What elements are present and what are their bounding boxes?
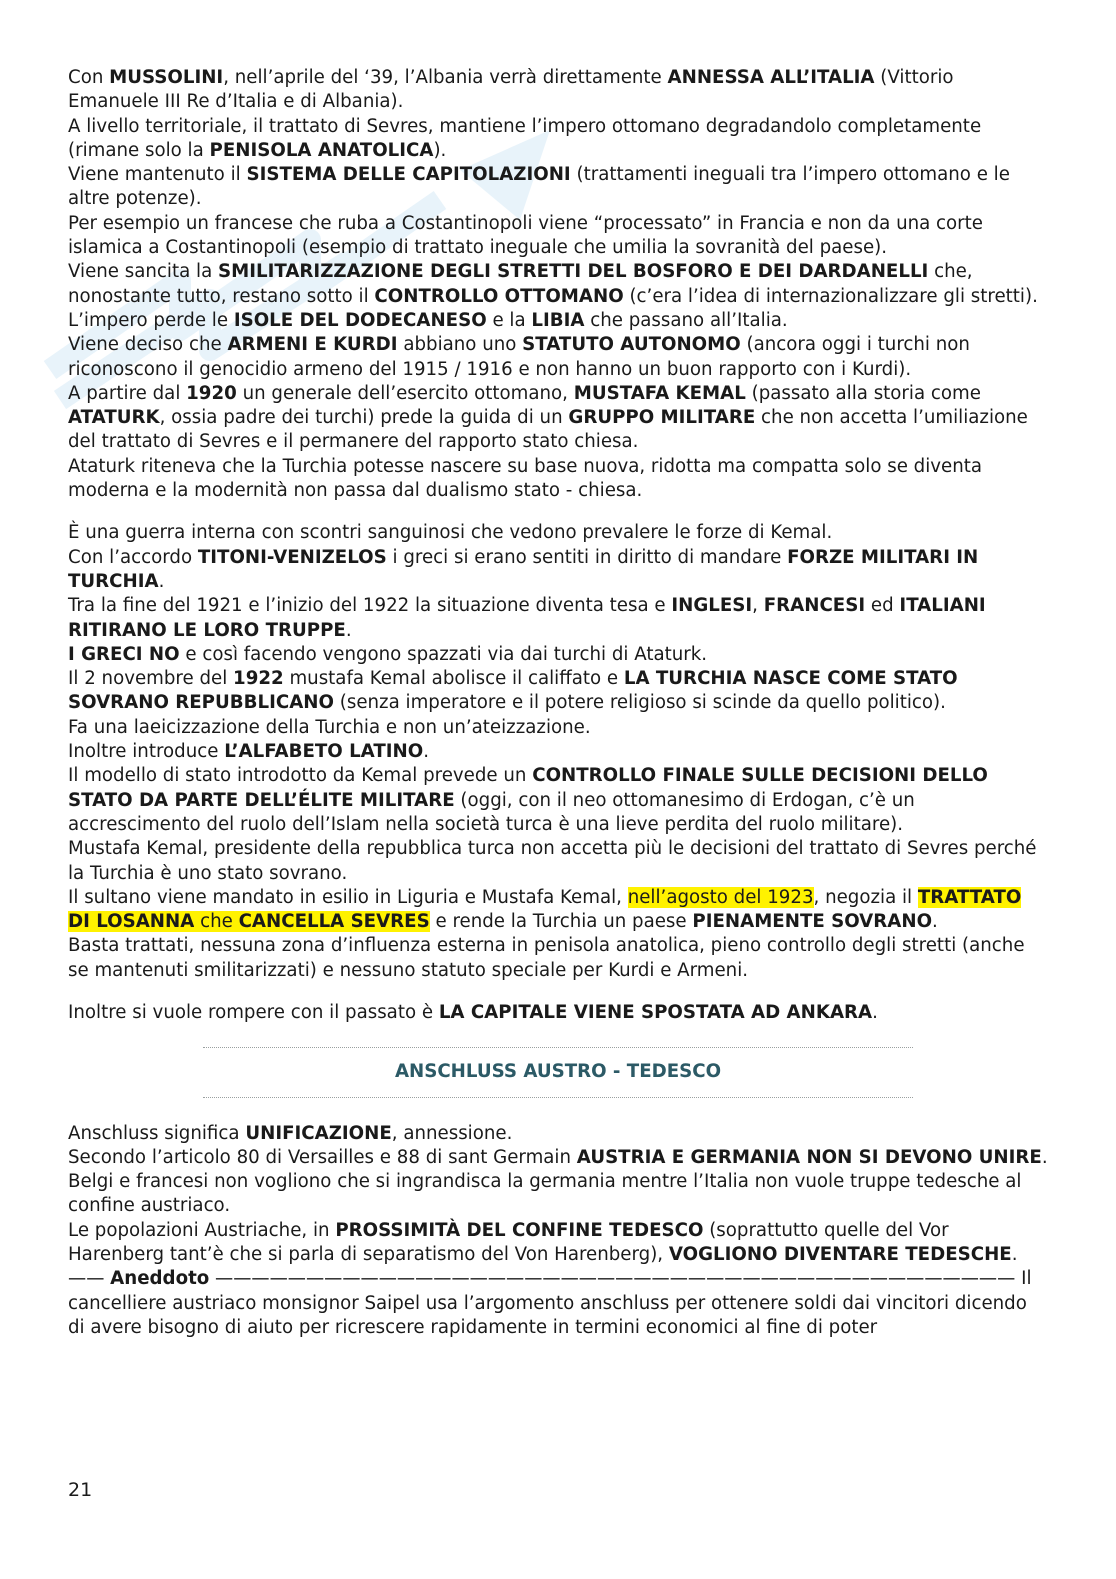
text-run: È una guerra interna con scontri sanguinosi che vedono prevalere le forze di Kemal. — [68, 522, 833, 544]
bold-text: SMILITARIZZAZIONE DEGLI STRETTI DEL BOSFORO E DEI DARDANELLI — [218, 261, 929, 283]
bold-text: PIENAMENTE SOVRANO — [692, 911, 933, 933]
paragraph — [68, 643, 1048, 667]
text-run: Viene deciso che — [68, 334, 228, 356]
paragraph — [68, 1001, 1048, 1025]
text-run: Il sultano viene mandato in esilio in Liguria e Mustafa Kemal, — [68, 886, 628, 908]
text-run: Viene sancita la — [68, 261, 219, 283]
text-run: abbiano uno — [397, 334, 523, 356]
text-run: . — [1041, 1146, 1048, 1168]
text-run: un generale dell’esercito ottomano, — [236, 382, 574, 404]
text-run: (soprattutto quelle del Vor Harenberg tant’è che si parla di separatismo del Von Harenberg), — [68, 1219, 949, 1266]
bold-text: I GRECI NO — [68, 643, 180, 665]
bold-text: TITONI-VENIZELOS — [197, 546, 387, 568]
bold-text: CONTROLLO FINALE SULLE DECISIONI DELLO STATO DA PARTE DELL’ÉLITE MILITARE — [68, 765, 988, 811]
bold-text: ATATURK — [68, 407, 160, 429]
text-run: Inoltre si vuole rompere con il passato è — [68, 1001, 439, 1023]
text-run: e la — [486, 309, 532, 331]
section-anschluss — [68, 1122, 1048, 1341]
paragraph — [68, 1122, 1048, 1146]
text-run: (senza imperatore e il potere religioso si scinde da quello politico). — [333, 692, 946, 714]
bold-text: ITALIANI RITIRANO LE LORO TRUPPE — [68, 595, 986, 641]
bold-text: CANCELLA SEVRES — [238, 911, 430, 933]
bold-text: AUSTRIA E GERMANIA NON SI DEVONO UNIRE — [576, 1146, 1042, 1168]
text-run: e così facendo vengono spazzati via dai turchi di Ataturk. — [179, 643, 708, 665]
paragraph — [68, 667, 1048, 716]
bold-text: SISTEMA DELLE CAPITOLAZIONI — [246, 164, 571, 186]
page-number: 21 — [68, 1479, 93, 1501]
document-body — [68, 66, 1048, 1340]
paragraph — [68, 309, 1048, 333]
bold-text: GRUPPO MILITARE — [568, 407, 756, 429]
paragraph — [68, 163, 1048, 212]
bold-text: CONTROLLO OTTOMANO — [374, 285, 624, 307]
text-run: . — [423, 741, 429, 763]
bold-text: MUSSOLINI — [109, 67, 224, 88]
text-run: Anschluss significa — [68, 1122, 246, 1144]
paragraph — [68, 66, 1048, 115]
text-run: Basta trattati, nessuna zona d’influenza esterna in penisola anatolica, pieno controllo degli stretti (anche se mantenuti smilitarizzati) e nessuno statuto speciale per Kurdi e Armeni. — [68, 935, 1025, 981]
bold-text: UNIFICAZIONE — [245, 1122, 392, 1144]
paragraph — [68, 521, 1048, 545]
paragraph — [68, 934, 1048, 983]
bold-text: TRATTATO DI LOSANNA — [68, 886, 1022, 933]
paragraph — [68, 260, 1048, 309]
bold-text: PENISOLA ANATOLICA — [209, 139, 434, 161]
text-run: che — [194, 911, 239, 933]
bold-text: ARMENI E KURDI — [227, 334, 398, 356]
text-run: che passano all’Italia. — [584, 309, 788, 331]
paragraph — [68, 455, 1048, 504]
text-run: , — [752, 595, 764, 617]
text-run: Il modello di stato introdotto da Kemal prevede un — [68, 765, 533, 787]
text-run: L’impero perde le — [68, 309, 234, 331]
bold-text: PROSSIMITÀ DEL CONFINE TEDESCO — [335, 1219, 704, 1241]
text-run: Viene mantenuto il — [68, 164, 247, 186]
bold-text: ISOLE DEL DODECANESO — [233, 309, 487, 331]
section-kemal-war — [68, 521, 1048, 983]
text-run: i greci si erano sentiti in diritto di mandare — [386, 546, 788, 568]
text-run: Secondo l’articolo 80 di Versailles e 88 di sant Germain — [68, 1146, 577, 1168]
text-run: Con — [68, 67, 110, 88]
paragraph — [68, 382, 1048, 455]
text-run: . — [158, 570, 165, 592]
bold-text: INGLESI — [671, 595, 753, 617]
text-run: (c’era l’idea di internazionalizzare gli stretti). — [623, 285, 1038, 307]
bold-text: 1920 — [186, 382, 237, 404]
text-run: . — [1011, 1244, 1018, 1266]
text-run: . — [345, 619, 352, 641]
text-run: Con l’accordo — [68, 546, 198, 568]
divider-top — [203, 1047, 913, 1048]
text-run: —— — [68, 1268, 111, 1290]
text-run: (oggi, con il neo ottomanesimo di Erdogan, c’è un accrescimento del ruolo dell’Islam nella società turca è una lieve perdita del ruolo militare). — [68, 789, 915, 835]
text-run: A livello territoriale, il trattato di Sevres, mantiene l’impero ottomano degradandolo completamente (rimane solo la — [68, 115, 982, 161]
text-run: mustafa Kemal abolisce il califfato e — [283, 668, 624, 690]
text-run: ). — [433, 139, 447, 161]
bold-text: FORZE MILITARI IN TURCHIA — [68, 546, 979, 592]
paragraph — [68, 764, 1048, 837]
bold-text: STATUTO AUTONOMO — [522, 334, 741, 356]
bold-text: Aneddoto — [110, 1268, 210, 1290]
text-run: che, nonostante tutto, restano sotto il — [68, 261, 973, 307]
bold-text: LA CAPITALE VIENE SPOSTATA AD ANKARA — [438, 1001, 873, 1023]
text-run: . — [872, 1001, 878, 1023]
text-run: e rende la Turchia un paese — [429, 911, 693, 933]
paragraph — [68, 1146, 1048, 1170]
text-run: (trattamenti ineguali tra l’impero ottomano e le altre potenze). — [68, 164, 1010, 210]
bold-text: VOGLIONO DIVENTARE TEDESCHE — [668, 1244, 1012, 1266]
text-run: Il 2 novembre del — [68, 668, 234, 690]
text-run: ed — [865, 595, 900, 617]
bold-text: 1922 — [233, 668, 284, 690]
paragraph — [68, 1267, 1048, 1340]
paragraph — [68, 115, 1048, 164]
text-run: (passato alla storia come — [745, 382, 981, 404]
section-heading: ANSCHLUSS AUSTRO - TEDESCO — [394, 1061, 722, 1083]
bold-text: L’ALFABETO LATINO — [224, 741, 424, 763]
text-run: , nell’aprile del ‘39, l’Albania verrà direttamente — [223, 67, 668, 88]
paragraph — [68, 837, 1048, 886]
text-run: Le popolazioni Austriache, in — [68, 1219, 336, 1241]
text-run: (ancora oggi i turchi non riconoscono il genocidio armeno del 1915 / 1916 e non hanno un buon rapporto con i Kurdi). — [68, 334, 970, 380]
text-run: . — [932, 911, 938, 933]
paragraph — [68, 1219, 1048, 1268]
text-run: Belgi e francesi non vogliono che si ingrandisca la germania mentre l’Italia non vuole truppe tedesche al confine austriaco. — [68, 1171, 1022, 1217]
paragraph — [68, 740, 1048, 764]
paragraph — [68, 594, 1048, 643]
text-run: Fa una laeicizzazione della Turchia e non un’ateizzazione. — [68, 716, 591, 738]
paragraph — [68, 886, 1048, 935]
paragraph — [68, 333, 1048, 382]
text-run: che non accetta l’umiliazione del trattato di Sevres e il permanere del rapporto stato chiesa. — [68, 407, 1028, 453]
bold-text: LA TURCHIA NASCE COME STATO SOVRANO REPUBBLICANO — [68, 668, 958, 714]
bold-text: FRANCESI — [763, 595, 866, 617]
text-run: Ataturk riteneva che la Turchia potesse nascere su base nuova, ridotta ma compatta solo se diventa moderna e la modernità non passa dal dualismo stato - chiesa. — [68, 455, 983, 502]
bold-text: ANNESSA ALL’ITALIA — [667, 67, 875, 88]
text-run: Mustafa Kemal, presidente della repubblica turca non accetta più le decisioni del trattato di Sevres perché la Turchia è uno stato sovrano. — [68, 838, 1037, 884]
text-run: Inoltre introduce — [68, 741, 225, 763]
paragraph — [68, 1170, 1048, 1219]
text-run: Tra la fine del 1921 e l’inizio del 1922 la situazione diventa tesa e — [68, 595, 672, 617]
text-run: A partire dal — [68, 382, 187, 404]
text-run: , negozia il — [813, 886, 918, 908]
paragraph — [68, 716, 1048, 740]
bold-text: LIBIA — [531, 309, 585, 331]
section-capital-ankara — [68, 1001, 1048, 1025]
text-run: Per esempio un francese che ruba a Costantinopoli viene “processato” in Francia e non da una corte islamica a Costantinopoli (esempio di trattato ineguale che umilia la sovranità del paese). — [68, 212, 983, 259]
section-turkey-treaty — [68, 66, 1048, 503]
text-run: , annessione. — [391, 1122, 513, 1144]
text-run: nell’agosto del 1923 — [627, 886, 814, 908]
text-run: , ossia padre dei turchi) prede la guida di un — [159, 407, 569, 429]
paragraph — [68, 212, 1048, 261]
text-run: ———————————————————————————————————————————— Il cancelliere austriaco monsignor Saipel usa l’argomento anschluss per ottenere soldi dai vincitori dicendo di avere bisogno di aiuto per ricrescere rapidamente in termini economici al fine di poter — [68, 1268, 1032, 1338]
paragraph — [68, 546, 1048, 595]
bold-text: MUSTAFA KEMAL — [573, 382, 746, 404]
text-run: (Vittorio Emanuele III Re d’Italia e di Albania). — [68, 67, 954, 113]
